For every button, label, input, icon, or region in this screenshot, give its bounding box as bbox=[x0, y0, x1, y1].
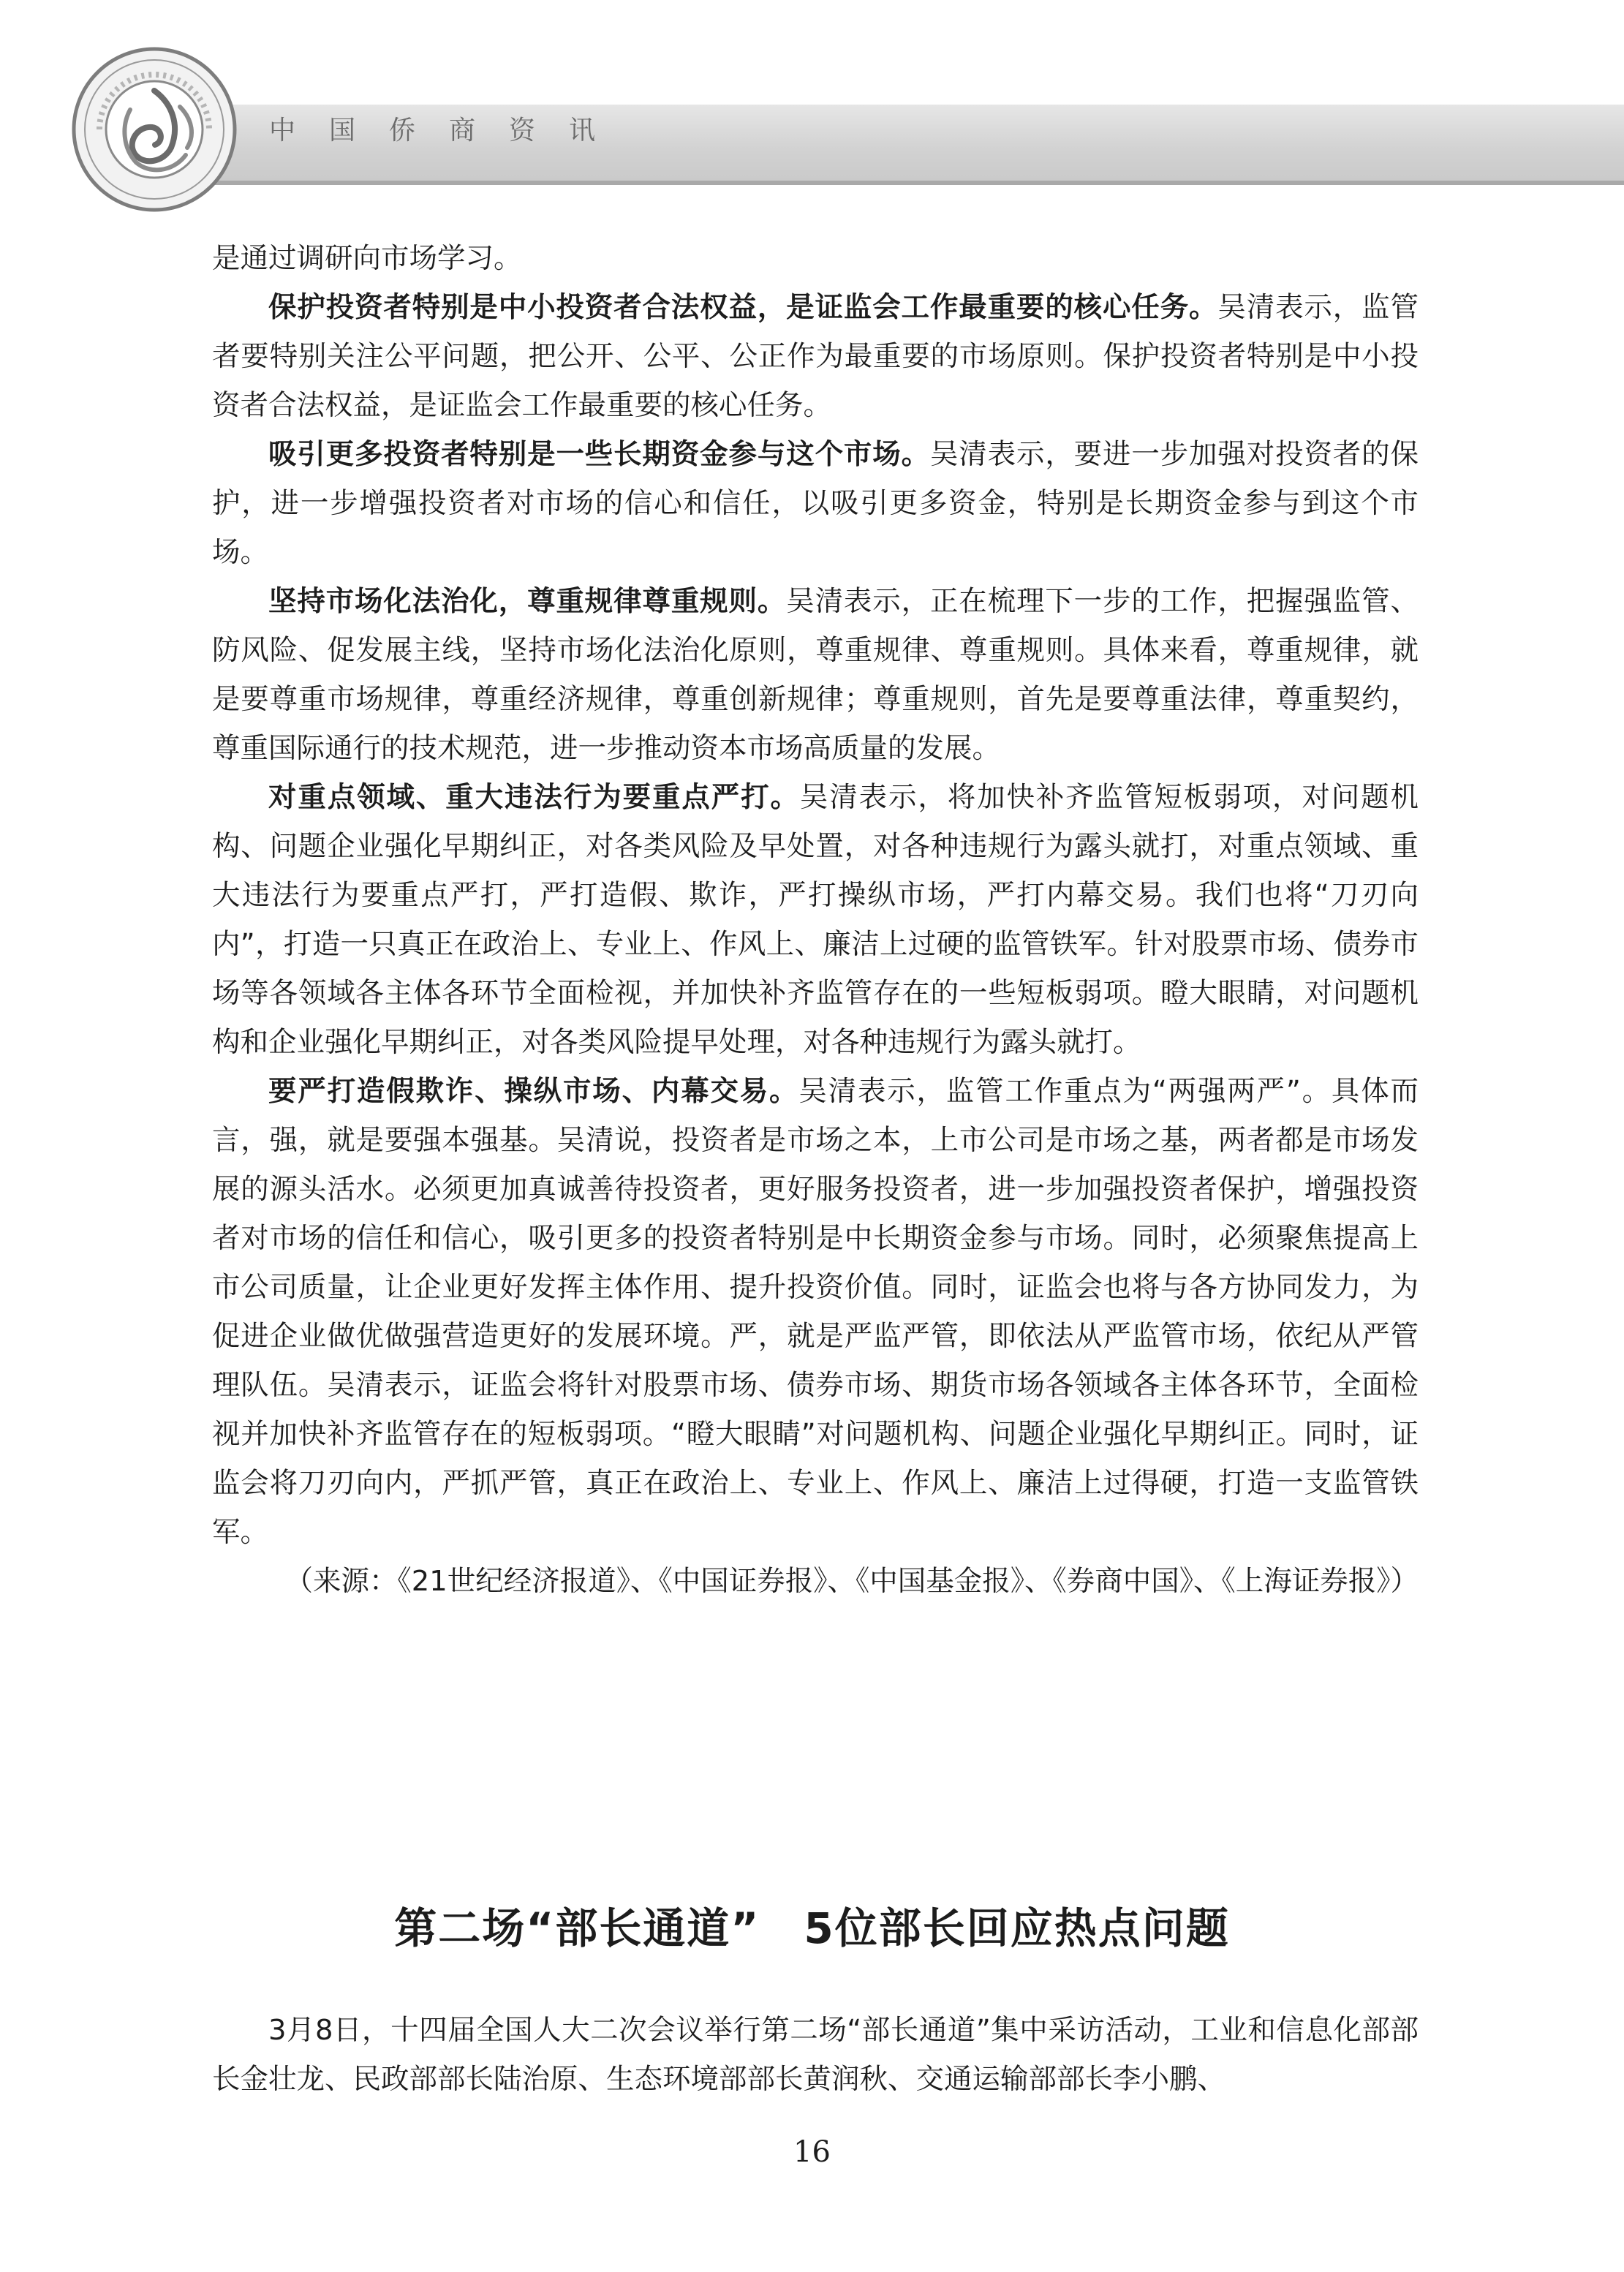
paragraph bbox=[212, 430, 1419, 577]
page-number: 16 bbox=[793, 2135, 831, 2169]
header-title: 中国侨商资讯 bbox=[269, 116, 630, 146]
paragraph-text: 是通过调研向市场学习。 bbox=[212, 242, 522, 275]
article-body bbox=[212, 234, 1419, 1606]
paragraph-lead: 坚持市场化法治化，尊重规律尊重规则。 bbox=[268, 585, 787, 618]
paragraph bbox=[212, 773, 1419, 1067]
section-body bbox=[212, 2006, 1419, 2104]
organization-logo-icon bbox=[70, 45, 238, 214]
paragraph bbox=[212, 577, 1419, 773]
paragraph-text: 吴清表示，将加快补齐监管短板弱项，对问题机构、问题企业强化早期纠正，对各类风险及早处置，对各种违规行为露头就打，对重点领域、重大违法行为要重点严打，严打造假、欺诈，严打操纵市场，严打内幕交易。我们也将“刀刃向内”，打造一只真正在政治上、专业上、作风上、廉洁上过硬的监管铁军。针对股票市场、债券市场等各领域各主体各环节全面检视，并加快补齐监管存在的一些短板弱项。瞪大眼睛，对问题机构和企业强化早期纠正，对各类风险提早处理，对各种违规行为露头就打。 bbox=[212, 781, 1419, 1059]
paragraph-text: 吴清表示，监管者要特别关注公平问题，把公开、公平、公正作为最重要的市场原则。保护投资者特别是中小投资者合法权益，是证监会工作最重要的核心任务。 bbox=[212, 291, 1419, 422]
paragraph bbox=[212, 1067, 1419, 1557]
paragraph-lead: 吸引更多投资者特别是一些长期资金参与这个市场。 bbox=[268, 438, 930, 471]
paragraph-text: 吴清表示，正在梳理下一步的工作，把握强监管、防风险、促发展主线，坚持市场化法治化原则，尊重规律、尊重规则。具体来看，尊重规律，就是要尊重市场规律，尊重经济规律，尊重创新规律；尊重规则，首先是要尊重法律，尊重契约，尊重国际通行的技术规范，进一步推动资本市场高质量的发展。 bbox=[212, 585, 1419, 765]
paragraph-lead: 要严打造假欺诈、操纵市场、内幕交易。 bbox=[268, 1075, 799, 1108]
source-citation: （来源：《21世纪经济报道》、《中国证券报》、《中国基金报》、《券商中国》、《上海证券报》） bbox=[284, 1565, 1419, 1598]
section-title: 第二场“部长通道” 5位部长回应热点问题 bbox=[394, 1903, 1230, 1953]
paragraph-lead: 保护投资者特别是中小投资者合法权益，是证监会工作最重要的核心任务。 bbox=[268, 291, 1218, 324]
paragraph-text: 吴清表示，要进一步加强对投资者的保护，进一步增强投资者对市场的信心和信任，以吸引更多资金，特别是长期资金参与到这个市场。 bbox=[212, 438, 1419, 569]
paragraph-text: 吴清表示，监管工作重点为“两强两严”。具体而言，强，就是要强本强基。吴清说，投资者是市场之本，上市公司是市场之基，两者都是市场发展的源头活水。必须更加真诚善待投资者，更好服务投资者，进一步加强投资者保护，增强投资者对市场的信任和信心，吸引更多的投资者特别是中长期资金参与市场。同时，必须聚焦提高上市公司质量，让企业更好发挥主体作用、提升投资价值。同时，证监会也将与各方协同发力，为促进企业做优做强营造更好的发展环境。严，就是严监严管，即依法从严监管市场，依纪从严管理队伍。吴清表示，证监会将针对股票市场、债券市场、期货市场各领域各主体各环节，全面检视并加快补齐监管存在的短板弱项。“瞪大眼睛”对问题机构、问题企业强化早期纠正。同时，证监会将刀刃向内，严抓严管，真正在政治上、专业上、作风上、廉洁上过得硬，打造一支监管铁军。 bbox=[212, 1075, 1419, 1549]
paragraph bbox=[212, 234, 1419, 283]
paragraph: 3月8日，十四届全国人大二次会议举行第二场“部长通道”集中采访活动，工业和信息化部部长金壮龙、民政部部长陆治原、生态环境部部长黄润秋、交通运输部部长李小鹏、 bbox=[212, 2014, 1419, 2096]
paragraph-lead: 对重点领域、重大违法行为要重点严打。 bbox=[268, 781, 800, 814]
paragraph bbox=[212, 283, 1419, 430]
